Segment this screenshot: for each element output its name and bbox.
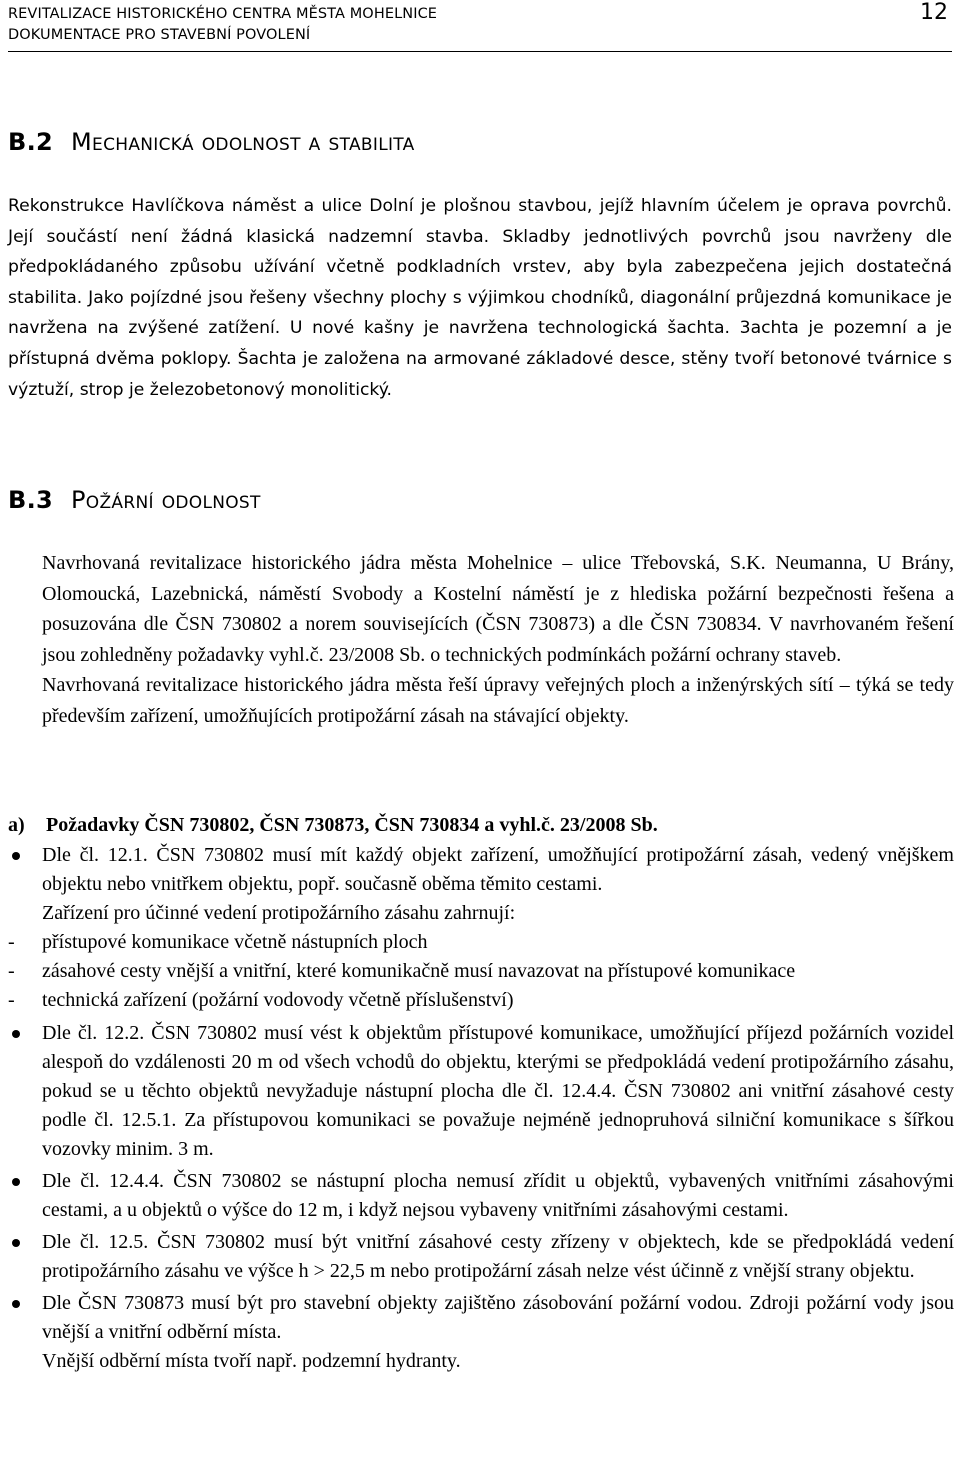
dash-item-text: technická zařízení (požární vodovody včetně příslušenství) — [42, 989, 514, 1011]
bullet-icon — [12, 1178, 20, 1186]
header-rule — [8, 51, 952, 52]
list-item-text: Dle ČSN 730873 musí být pro stavební objekty zajištěno zásobování požární vodou. Zdroji požární vody jsou vnější a vnitřní odběrní místa. — [42, 1292, 954, 1343]
list-item — [8, 1019, 954, 1164]
bullet-icon — [12, 1239, 20, 1247]
page-number: 12 — [920, 0, 948, 25]
list-item-text: Dle čl. 12.4.4. ČSN 730802 se nástupní plocha nemusí zřídit u objektů, vybavených vnitřními zásahovými cestami, a u objektů o výšce do 12 m, i když nejsou vybaveny vnitřními zásahovými cestami. — [42, 1170, 954, 1221]
list-item — [8, 841, 954, 928]
dash-icon: - — [8, 960, 15, 982]
bullet-icon — [12, 852, 20, 860]
list-item-extra: Vnější odběrní místa tvoří např. podzemní hydranty. — [42, 1350, 461, 1372]
paragraph-text: Navrhovaná revitalizace historického jádra města Mohelnice – ulice Třebovská, S.K. Neumanna, U Brány, Olomoucká, Lazebnická, náměstí Svobody a Kostelní náměstí je z hlediska požární bezpečnosti řešena a posuzována dle ČSN 730802 a norem souvisejících (ČSN 730873) a dle ČSN 730834. V navrhovaném řešení jsou zohledněny požadavky vyhl.č. 23/2008 Sb. o technických podmínkách požární ochrany staveb. — [42, 552, 954, 666]
section-b2-paragraph — [8, 191, 952, 405]
section-title: Mechanická odolnost a stabilita — [71, 128, 415, 156]
header-document-type: DOKUMENTACE PRO STAVEBNÍ POVOLENÍ — [8, 27, 311, 43]
dash-item — [8, 986, 954, 1015]
section-b3-paragraph — [42, 548, 954, 731]
list-item — [8, 1228, 954, 1286]
list-item-intro: Zařízení pro účinné vedení protipožárního zásahu zahrnují: — [42, 902, 516, 924]
list-item — [8, 1289, 954, 1376]
paragraph-text: Rekonstrukce Havlíčkova náměst a ulice Dolní je plošnou stavbou, jejíž hlavním účelem je oprava povrchů. Její součástí není žádná klasická nadzemní stavba. Skladby jednotlivých povrchů jsou navrženy dle předpokládaného způsobu užívání včetně podkladních vrstev, aby byla zabezpečena jejich dostatečná stabilita. Jako pojízdné jsou řešeny všechny plochy s výjimkou chodníků, diagonální průjezdná komunikace je navržena na zvýšené zatížení. U nové kašny je navržena technologická šachta. 3achta je pozemní a je přístupná dvěma poklopy. Šachta je založena na armované základové desce, stěny tvoří betonové tvárnice s výztuží, strop je železobetonový monolitický. — [8, 196, 952, 400]
dash-item-text: zásahové cesty vnější a vnitřní, které komunikačně musí navazovat na přístupové komunikace — [42, 960, 796, 982]
requirements-title: Požadavky ČSN 730802, ČSN 730873, ČSN 730834 a vyhl.č. 23/2008 Sb. — [46, 814, 658, 836]
section-number: B.2 — [8, 128, 54, 156]
dash-icon: - — [8, 989, 15, 1011]
list-item-text: Dle čl. 12.5. ČSN 730802 musí být vnitřní zásahové cesty zřízeny v objektech, kde se předpokládá vedení protipožárního zásahu ve výšce h > 22,5 m nebo protipožární zásah nelze vést účinně z vnější strany objektu. — [42, 1231, 954, 1282]
section-title: Požární odolnost — [71, 486, 261, 514]
bullet-icon — [12, 1030, 20, 1038]
dash-icon: - — [8, 931, 15, 953]
list-label: a) — [8, 814, 25, 836]
section-heading-b2 — [8, 128, 415, 156]
list-item — [8, 1167, 954, 1225]
dash-item — [8, 957, 954, 986]
requirements-list — [8, 841, 954, 1376]
dash-item-text: přístupové komunikace včetně nástupních ploch — [42, 931, 428, 953]
bullet-icon — [12, 1300, 20, 1308]
dash-item — [8, 928, 954, 957]
header-project-title: REVITALIZACE HISTORICKÉHO CENTRA MĚSTA MOHELNICE — [8, 6, 438, 22]
list-item-text: Dle čl. 12.1. ČSN 730802 musí mít každý objekt zařízení, umožňující protipožární zásah, vedený vnějškem objektu nebo vnitřkem objektu, popř. současně oběma těmito cestami. — [42, 844, 954, 895]
paragraph-text: Navrhovaná revitalizace historického jádra města řeší úpravy veřejných ploch a inženýrských sítí – týká se tedy především zařízení, umožňujících protipožární zásah na stávající objekty. — [42, 674, 954, 727]
page-header — [8, 4, 948, 46]
requirements-heading — [8, 810, 952, 840]
list-item-text: Dle čl. 12.2. ČSN 730802 musí vést k objektům přístupové komunikace, umožňující příjezd požárních vozidel alespoň do vzdálenosti 20 m od všech vchodů do objektu, kterými se předpokládá vedení protipožárního zásahu, pokud se u těchto objektů nevyžaduje nástupní plocha dle čl. 12.4.4. ČSN 730802 ani vnitřní zásahové cesty podle čl. 12.5.1. Za přístupovou komunikaci se považuje nejméně jednopruhová silniční komunikace s šířkou vozovky minim. 3 m. — [42, 1022, 954, 1160]
section-number: B.3 — [8, 486, 54, 514]
section-heading-b3 — [8, 486, 261, 514]
